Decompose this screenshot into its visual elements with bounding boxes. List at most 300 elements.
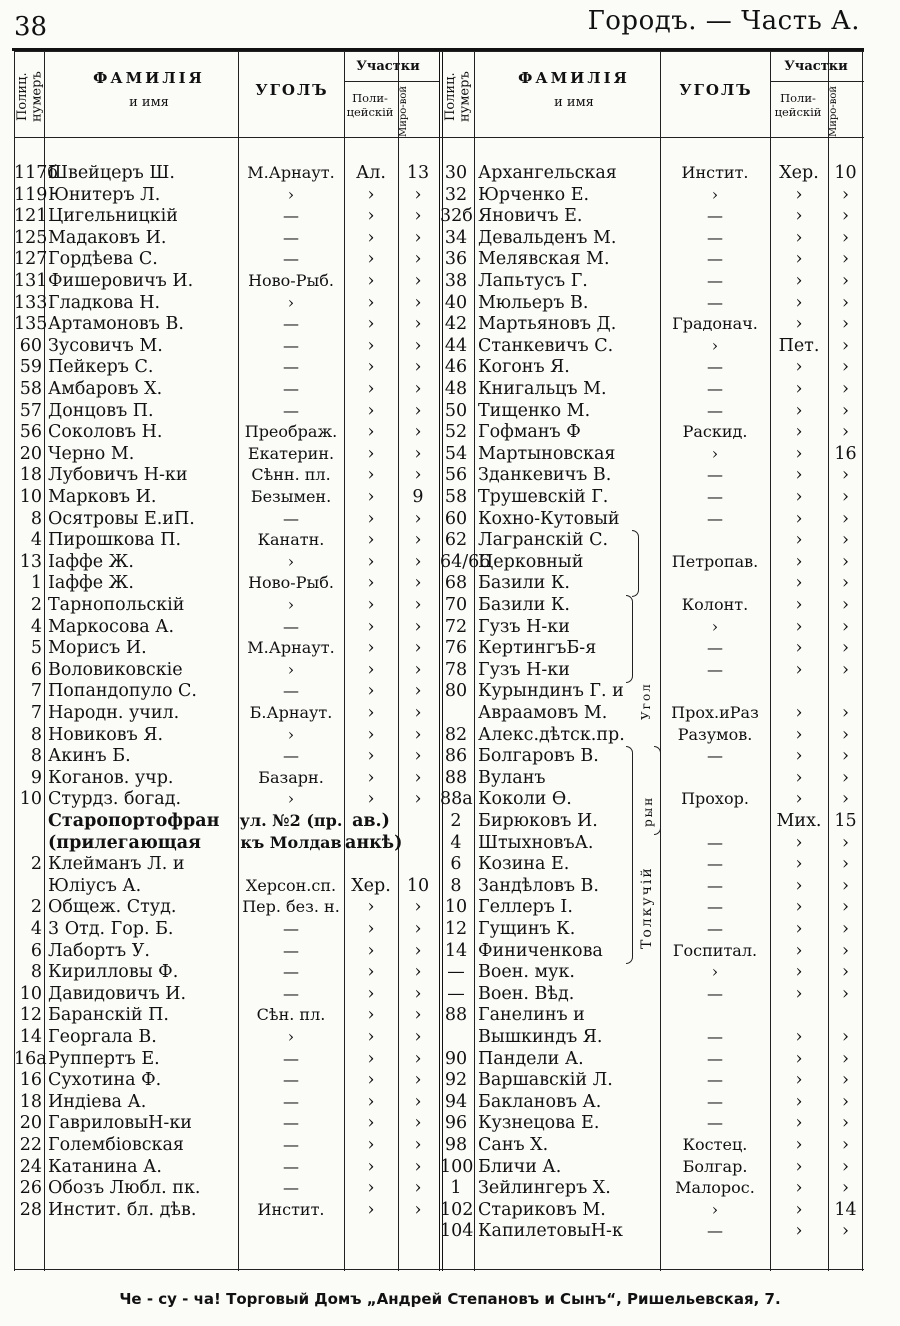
left-row-0-corner: М.Арнаут. xyxy=(247,163,335,182)
left-row-8-name: Зусовичъ М. xyxy=(48,335,163,356)
right-row-9-number: 46 xyxy=(444,357,468,378)
right-row-44-corner: — xyxy=(707,1113,723,1133)
right-row-13-number: 54 xyxy=(444,443,468,464)
right-row-18-name: Церковный xyxy=(478,551,584,572)
left-row-35-name: 3 Отд. Гор. Б. xyxy=(48,919,174,939)
left-row-0-police: Ал. xyxy=(356,163,386,183)
right-row-22-corner: — xyxy=(707,638,723,658)
header-bottom-rule xyxy=(14,137,864,138)
left-row-45-police: › xyxy=(367,1135,375,1155)
left-row-35-number: 4 xyxy=(30,919,42,939)
left-row-27-name: Акинъ Б. xyxy=(48,746,131,767)
right-row-12-mirovoi: › xyxy=(842,422,849,443)
left-row-37-name: Кирилловы Ф. xyxy=(48,962,179,983)
left-row-44-police: › xyxy=(367,1113,375,1134)
left-row-36-number: 6 xyxy=(30,940,42,961)
left-row-21-name: Маркосова А. xyxy=(48,616,175,637)
left-row-48-mirovoi: › xyxy=(414,1199,422,1220)
left-row-17-mirovoi: › xyxy=(414,530,422,551)
left-row-48-corner: Инстит. xyxy=(257,1199,325,1219)
right-row-42-police: › xyxy=(795,1070,803,1091)
right-row-3-corner: — xyxy=(707,227,723,247)
header-name-right: и имя xyxy=(554,95,594,110)
right-row-14-corner: — xyxy=(707,465,723,485)
left-row-48-police: › xyxy=(367,1199,375,1220)
right-row-16-corner: — xyxy=(707,508,723,528)
right-row-37-police: › xyxy=(795,962,803,983)
right-row-40-police: › xyxy=(795,1027,803,1047)
left-row-7-corner: — xyxy=(283,314,299,334)
right-row-3-mirovoi: › xyxy=(842,227,849,248)
left-row-7-name: Артамоновъ В. xyxy=(48,314,184,335)
right-row-5-number: 38 xyxy=(444,271,468,291)
right-row-31-number: 4 xyxy=(450,832,462,853)
left-row-20-corner: › xyxy=(287,595,295,614)
right-row-49-mirovoi: › xyxy=(842,1221,849,1242)
left-row-39-mirovoi: › xyxy=(414,1005,422,1026)
left-row-45-name: Голембiовская xyxy=(48,1135,184,1155)
right-row-23-police: › xyxy=(795,659,803,680)
left-row-12-number: 56 xyxy=(19,422,42,443)
right-row-25-name: Авраамовъ М. xyxy=(478,703,608,723)
right-row-40-corner: — xyxy=(707,1027,723,1046)
left-row-13-corner: Екатерин. xyxy=(247,443,335,463)
left-row-36-mirovoi: › xyxy=(414,940,422,961)
left-row-45-corner: — xyxy=(283,1135,299,1154)
right-row-33-name: Зандѣловъ В. xyxy=(478,875,599,896)
right-row-42-name: Варшавскiй Л. xyxy=(478,1070,613,1091)
left-row-30-police: ав.) xyxy=(352,811,390,831)
right-row-31-name: ШтыхновъА. xyxy=(478,832,594,853)
right-row-45-name: Санъ Х. xyxy=(478,1135,549,1155)
left-row-47-police: › xyxy=(367,1178,375,1199)
right-row-25-police: › xyxy=(795,703,803,723)
left-row-8-mirovoi: › xyxy=(414,335,422,356)
right-row-44-police: › xyxy=(795,1113,803,1134)
header-mirovoi-right: Миро-вой xyxy=(828,85,839,137)
right-row-1-name: Юрченко Е. xyxy=(478,184,590,205)
right-row-21-mirovoi: › xyxy=(842,616,849,637)
left-row-10-police: › xyxy=(367,379,375,399)
right-row-25-corner: Прох.иРаз xyxy=(671,703,759,722)
right-row-30-number: 2 xyxy=(450,811,462,831)
right-row-15-name: Трушевскiй Г. xyxy=(478,487,609,507)
right-row-13-name: Мартыновская xyxy=(478,443,616,464)
right-row-10-police: › xyxy=(795,379,803,399)
right-row-46-police: › xyxy=(795,1156,803,1177)
right-row-45-mirovoi: › xyxy=(842,1135,849,1155)
uchastki-rule-right xyxy=(770,81,864,82)
left-row-8-police: › xyxy=(367,335,375,356)
right-row-12-police: › xyxy=(795,422,803,443)
right-row-16-name: Кохно-Кутовый xyxy=(478,508,620,529)
right-row-49-police: › xyxy=(795,1221,803,1242)
left-row-11-mirovoi: › xyxy=(414,400,422,421)
left-row-35-police: › xyxy=(367,919,375,939)
left-row-14-police: › xyxy=(367,465,375,486)
right-row-8-number: 44 xyxy=(444,335,468,356)
left-row-34-corner: Пер. без. н. xyxy=(242,897,340,917)
right-row-46-corner: Болгар. xyxy=(682,1156,748,1176)
right-row-11-number: 50 xyxy=(444,400,468,421)
side-label-ugol: Угол xyxy=(639,682,653,720)
left-row-18-name: Iаффе Ж. xyxy=(48,551,134,572)
left-row-19-mirovoi: › xyxy=(414,573,422,594)
left-row-34-police: › xyxy=(367,897,375,918)
right-row-41-number: 90 xyxy=(444,1048,468,1069)
right-row-44-name: Кузнецова Е. xyxy=(478,1113,600,1134)
left-row-27-mirovoi: › xyxy=(414,746,422,767)
left-row-22-name: Морисъ И. xyxy=(48,638,147,659)
right-row-42-mirovoi: › xyxy=(842,1070,849,1091)
left-row-22-corner: М.Арнаут. xyxy=(247,638,335,658)
right-row-47-mirovoi: › xyxy=(842,1178,849,1199)
footer-advertisement: Че - су - ча! Торговый Домъ „Андрей Степановъ и Сынъ“, Ришельевская, 7. xyxy=(119,1290,781,1308)
left-row-24-name: Попандопуло С. xyxy=(48,681,197,702)
left-row-46-name: Катанина А. xyxy=(48,1156,162,1177)
left-row-18-police: › xyxy=(367,551,375,572)
right-row-23-mirovoi: › xyxy=(842,659,849,680)
left-row-2-police: › xyxy=(367,206,375,227)
right-row-48-number: 102 xyxy=(440,1199,474,1220)
left-row-20-mirovoi: › xyxy=(414,595,422,615)
right-row-48-name: Стариковъ М. xyxy=(478,1199,606,1220)
left-row-46-mirovoi: › xyxy=(414,1156,422,1177)
right-row-28-name: Вуланъ xyxy=(478,767,546,788)
left-row-28-corner: Базарн. xyxy=(258,767,324,787)
left-row-37-mirovoi: › xyxy=(414,962,422,983)
right-row-9-mirovoi: › xyxy=(842,357,849,378)
right-row-12-name: Гофманъ Ф xyxy=(478,422,581,443)
right-row-38-police: › xyxy=(795,983,803,1004)
right-row-29-number: 88а xyxy=(440,789,473,810)
left-row-41-police: › xyxy=(367,1048,375,1069)
right-row-28-number: 88 xyxy=(444,767,468,788)
right-row-29-mirovoi: › xyxy=(842,789,849,810)
left-row-4-mirovoi: › xyxy=(414,249,422,270)
right-row-43-name: Баклановъ А. xyxy=(478,1091,602,1112)
left-row-27-number: 8 xyxy=(30,746,42,767)
right-row-33-corner: — xyxy=(707,875,723,895)
left-row-38-name: Давидовичъ И. xyxy=(48,983,187,1004)
right-row-8-mirovoi: › xyxy=(842,335,849,356)
left-row-19-corner: Ново-Рыб. xyxy=(248,573,334,593)
right-row-33-number: 8 xyxy=(450,875,462,896)
right-row-15-number: 58 xyxy=(444,487,468,507)
left-row-25-corner: Б.Арнаут. xyxy=(249,703,333,722)
left-row-23-police: › xyxy=(367,659,375,680)
right-row-20-mirovoi: › xyxy=(842,595,849,615)
left-row-14-mirovoi: › xyxy=(414,465,422,486)
left-row-42-number: 16 xyxy=(19,1070,42,1091)
left-row-7-police: › xyxy=(367,314,375,335)
right-row-6-number: 40 xyxy=(444,292,468,313)
left-row-25-mirovoi: › xyxy=(414,703,422,723)
right-row-17-mirovoi: › xyxy=(842,530,849,551)
left-row-5-mirovoi: › xyxy=(414,271,422,291)
left-row-5-name: Фишеровичъ И. xyxy=(48,271,194,291)
right-row-32-number: 6 xyxy=(450,854,462,875)
table-bottom-rule xyxy=(14,1269,864,1270)
right-row-36-mirovoi: › xyxy=(842,940,849,961)
right-row-35-corner: — xyxy=(707,919,723,938)
right-row-35-name: Гущинъ К. xyxy=(478,919,576,939)
right-row-26-police: › xyxy=(795,724,803,745)
left-row-38-police: › xyxy=(367,983,375,1004)
left-row-4-number: 127 xyxy=(14,249,48,270)
left-row-34-mirovoi: › xyxy=(414,897,422,918)
right-row-31-corner: — xyxy=(707,832,723,852)
right-row-26-number: 82 xyxy=(444,724,468,745)
left-row-48-number: 28 xyxy=(19,1199,42,1220)
left-row-37-police: › xyxy=(367,962,375,983)
right-row-49-number: 104 xyxy=(440,1221,474,1242)
left-row-6-name: Гладкова Н. xyxy=(48,292,161,313)
left-row-12-mirovoi: › xyxy=(414,422,422,443)
left-row-39-corner: Сѣн. пл. xyxy=(256,1005,326,1025)
right-row-7-number: 42 xyxy=(444,314,468,335)
brace-petropav xyxy=(632,530,639,597)
left-row-1-police: › xyxy=(367,184,375,205)
right-row-43-corner: — xyxy=(707,1091,723,1111)
left-row-44-name: ГавриловыН-ки xyxy=(48,1113,192,1134)
left-row-11-name: Донцовъ П. xyxy=(48,400,154,421)
right-row-45-corner: Костец. xyxy=(682,1135,748,1154)
right-row-13-mirovoi: 16 xyxy=(834,443,857,464)
right-row-18-number: 64/66 xyxy=(440,551,491,572)
right-row-11-corner: — xyxy=(707,400,723,420)
right-row-29-corner: Прохор. xyxy=(681,789,749,809)
left-row-44-mirovoi: › xyxy=(414,1113,422,1134)
left-row-41-mirovoi: › xyxy=(414,1048,422,1069)
left-row-40-name: Георгала В. xyxy=(48,1027,157,1047)
header-corner-right: УГОЛЪ xyxy=(679,81,753,99)
left-row-29-mirovoi: › xyxy=(414,789,422,810)
left-row-24-corner: — xyxy=(283,681,299,701)
right-row-10-number: 48 xyxy=(444,379,468,399)
left-row-8-number: 60 xyxy=(19,335,42,356)
right-row-5-name: Лапьтусъ Г. xyxy=(478,271,588,291)
left-row-22-mirovoi: › xyxy=(414,638,422,659)
left-row-44-corner: — xyxy=(283,1113,299,1133)
right-row-28-police: › xyxy=(795,767,803,788)
right-row-39-number: 88 xyxy=(444,1005,468,1026)
right-row-29-police: › xyxy=(795,789,803,810)
left-row-17-police: › xyxy=(367,530,375,551)
left-row-19-number: 1 xyxy=(30,573,42,594)
right-row-41-name: Пандели А. xyxy=(478,1048,584,1069)
right-row-18-police: › xyxy=(795,551,803,572)
right-row-26-name: Алекс.дѣтск.пр. xyxy=(478,724,625,745)
left-row-31-police: анкѣ) xyxy=(345,832,403,853)
left-row-46-number: 24 xyxy=(19,1156,42,1177)
right-row-13-corner: › xyxy=(711,443,719,463)
right-row-34-corner: — xyxy=(707,897,723,917)
left-row-4-corner: — xyxy=(283,249,299,269)
header-polic-left: Полиц. нумеръ xyxy=(15,71,45,123)
right-row-10-mirovoi: › xyxy=(842,379,849,399)
left-row-32-number: 2 xyxy=(30,854,42,875)
right-row-40-name: Вышкиндъ Я. xyxy=(478,1027,603,1047)
right-row-6-corner: — xyxy=(707,292,723,312)
right-row-0-corner: Инстит. xyxy=(681,163,749,182)
header-police-left: Поли-цейскiй xyxy=(346,91,394,120)
left-row-23-number: 6 xyxy=(30,659,42,680)
right-row-42-number: 92 xyxy=(444,1070,468,1091)
left-row-18-number: 13 xyxy=(19,551,42,572)
right-row-30-name: Бирюковъ И. xyxy=(478,811,598,831)
left-row-18-corner: › xyxy=(287,551,295,571)
right-row-3-name: Девальденъ М. xyxy=(478,227,617,248)
left-row-33-corner: Херсон.сп. xyxy=(245,875,337,895)
uchastki-rule-left xyxy=(344,81,439,82)
left-row-2-name: Цигельницкiй xyxy=(48,206,178,227)
right-row-9-police: › xyxy=(795,357,803,378)
left-row-1-number: 119 xyxy=(14,184,48,205)
left-row-23-name: Воловиковскiе xyxy=(48,659,183,680)
left-row-28-police: › xyxy=(367,767,375,788)
right-row-19-name: Базили К. xyxy=(478,573,570,594)
left-row-1-corner: › xyxy=(287,184,295,204)
right-row-6-mirovoi: › xyxy=(842,292,849,313)
right-row-5-police: › xyxy=(795,271,803,291)
table-top-rule xyxy=(14,51,864,52)
left-row-21-corner: — xyxy=(283,616,299,636)
right-row-17-number: 62 xyxy=(444,530,468,551)
left-row-40-corner: › xyxy=(287,1027,295,1046)
left-row-0-name: Швейцеръ Ш. xyxy=(48,163,175,183)
left-row-7-number: 135 xyxy=(14,314,48,335)
right-row-38-corner: — xyxy=(707,983,723,1003)
left-row-18-mirovoi: › xyxy=(414,551,422,572)
left-row-15-mirovoi: 9 xyxy=(412,487,424,507)
left-row-1-name: Юнитеръ Л. xyxy=(48,184,161,205)
right-row-0-police: Хер. xyxy=(779,163,819,183)
right-row-48-mirovoi: 14 xyxy=(834,1199,857,1220)
left-row-41-corner: — xyxy=(283,1048,299,1068)
left-row-36-corner: — xyxy=(283,940,299,960)
right-row-19-mirovoi: › xyxy=(842,573,849,594)
right-row-36-name: Финиченкова xyxy=(478,940,603,961)
right-row-42-corner: — xyxy=(707,1070,723,1090)
left-row-33-mirovoi: 10 xyxy=(406,875,430,896)
left-row-14-name: Лубовичъ Н-ки xyxy=(48,465,188,486)
left-row-31-corner: къ Молдав xyxy=(240,832,342,852)
right-row-48-police: › xyxy=(795,1199,803,1220)
header-family-right: ФАМИЛIЯ xyxy=(518,69,630,87)
right-row-47-name: Зейлингеръ Х. xyxy=(478,1178,611,1199)
left-row-46-corner: — xyxy=(283,1156,299,1176)
right-row-10-corner: — xyxy=(707,379,723,398)
left-row-29-police: › xyxy=(367,789,375,810)
left-row-47-mirovoi: › xyxy=(414,1178,422,1199)
left-row-29-corner: › xyxy=(287,789,295,809)
left-row-31-name: (прилегающая xyxy=(48,832,201,853)
left-row-9-name: Пейкеръ С. xyxy=(48,357,154,378)
header-family-left: ФАМИЛIЯ xyxy=(93,69,205,87)
right-row-12-corner: Раскид. xyxy=(682,422,748,442)
directory-table xyxy=(14,51,864,1271)
left-row-7-mirovoi: › xyxy=(414,314,422,335)
left-row-3-number: 125 xyxy=(14,227,48,248)
right-row-37-corner: › xyxy=(711,962,719,982)
left-row-40-number: 14 xyxy=(19,1027,42,1047)
left-row-8-corner: — xyxy=(283,335,299,355)
left-row-15-police: › xyxy=(367,487,375,507)
left-row-16-police: › xyxy=(367,508,375,529)
left-row-32-name: Клейманъ Л. и xyxy=(48,854,185,875)
left-row-20-name: Тарнопольскiй xyxy=(48,595,185,615)
left-row-25-number: 7 xyxy=(30,703,42,723)
right-row-21-number: 72 xyxy=(444,616,468,637)
left-row-6-corner: › xyxy=(287,292,295,312)
right-row-46-name: Бличи А. xyxy=(478,1156,562,1177)
left-row-22-police: › xyxy=(367,638,375,659)
right-row-6-police: › xyxy=(795,292,803,313)
right-row-12-number: 52 xyxy=(444,422,468,443)
right-row-15-corner: — xyxy=(707,487,723,506)
left-row-10-number: 58 xyxy=(19,379,42,399)
page-number: 38 xyxy=(14,12,48,42)
right-row-30-police: Мих. xyxy=(776,811,822,831)
right-row-4-mirovoi: › xyxy=(842,249,849,270)
left-row-28-mirovoi: › xyxy=(414,767,422,788)
left-row-16-number: 8 xyxy=(30,508,42,529)
right-row-19-police: › xyxy=(795,573,803,594)
side-label-rynok: рын xyxy=(641,795,655,827)
right-row-23-corner: — xyxy=(707,659,723,679)
column-rule-right-4 xyxy=(862,51,863,1271)
left-row-36-name: Лабортъ У. xyxy=(48,940,150,961)
left-row-10-name: Амбаровъ Х. xyxy=(48,379,163,399)
right-row-1-police: › xyxy=(795,184,803,205)
right-row-22-name: КертингъБ-я xyxy=(478,638,597,659)
left-row-34-number: 2 xyxy=(30,897,42,918)
right-row-24-name: Курындинъ Г. и xyxy=(478,681,624,702)
left-row-43-police: › xyxy=(367,1091,375,1112)
right-row-41-mirovoi: › xyxy=(842,1048,849,1069)
right-row-21-name: Гузъ Н-ки xyxy=(478,616,570,637)
left-row-33-name: Юлiусъ А. xyxy=(48,875,142,896)
right-row-20-name: Базили К. xyxy=(478,595,570,615)
left-row-6-number: 133 xyxy=(14,292,48,313)
left-row-26-mirovoi: › xyxy=(414,724,422,745)
right-row-7-mirovoi: › xyxy=(842,314,849,335)
left-row-47-number: 26 xyxy=(19,1178,42,1199)
right-row-14-number: 56 xyxy=(444,465,468,486)
left-row-29-number: 10 xyxy=(19,789,42,810)
right-row-40-mirovoi: › xyxy=(842,1027,849,1047)
right-row-11-police: › xyxy=(795,400,803,421)
right-row-32-name: Козина Е. xyxy=(478,854,570,875)
right-row-33-police: › xyxy=(795,875,803,896)
left-row-19-name: Iаффе Ж. xyxy=(48,573,134,594)
left-row-26-corner: › xyxy=(287,724,295,744)
left-row-44-number: 20 xyxy=(19,1113,42,1134)
left-row-10-corner: — xyxy=(283,379,299,398)
right-row-47-police: › xyxy=(795,1178,803,1199)
right-row-43-police: › xyxy=(795,1091,803,1112)
left-row-5-police: › xyxy=(367,271,375,291)
left-row-35-mirovoi: › xyxy=(414,919,422,939)
right-row-3-police: › xyxy=(795,227,803,248)
right-row-8-police: Пет. xyxy=(778,335,820,356)
right-row-1-number: 32 xyxy=(444,184,468,205)
left-row-4-name: Гордѣева С. xyxy=(48,249,158,270)
right-row-2-corner: — xyxy=(707,206,723,226)
left-row-17-name: Пирошкова П. xyxy=(48,530,182,551)
left-row-29-name: Стурдз. богад. xyxy=(48,789,182,810)
